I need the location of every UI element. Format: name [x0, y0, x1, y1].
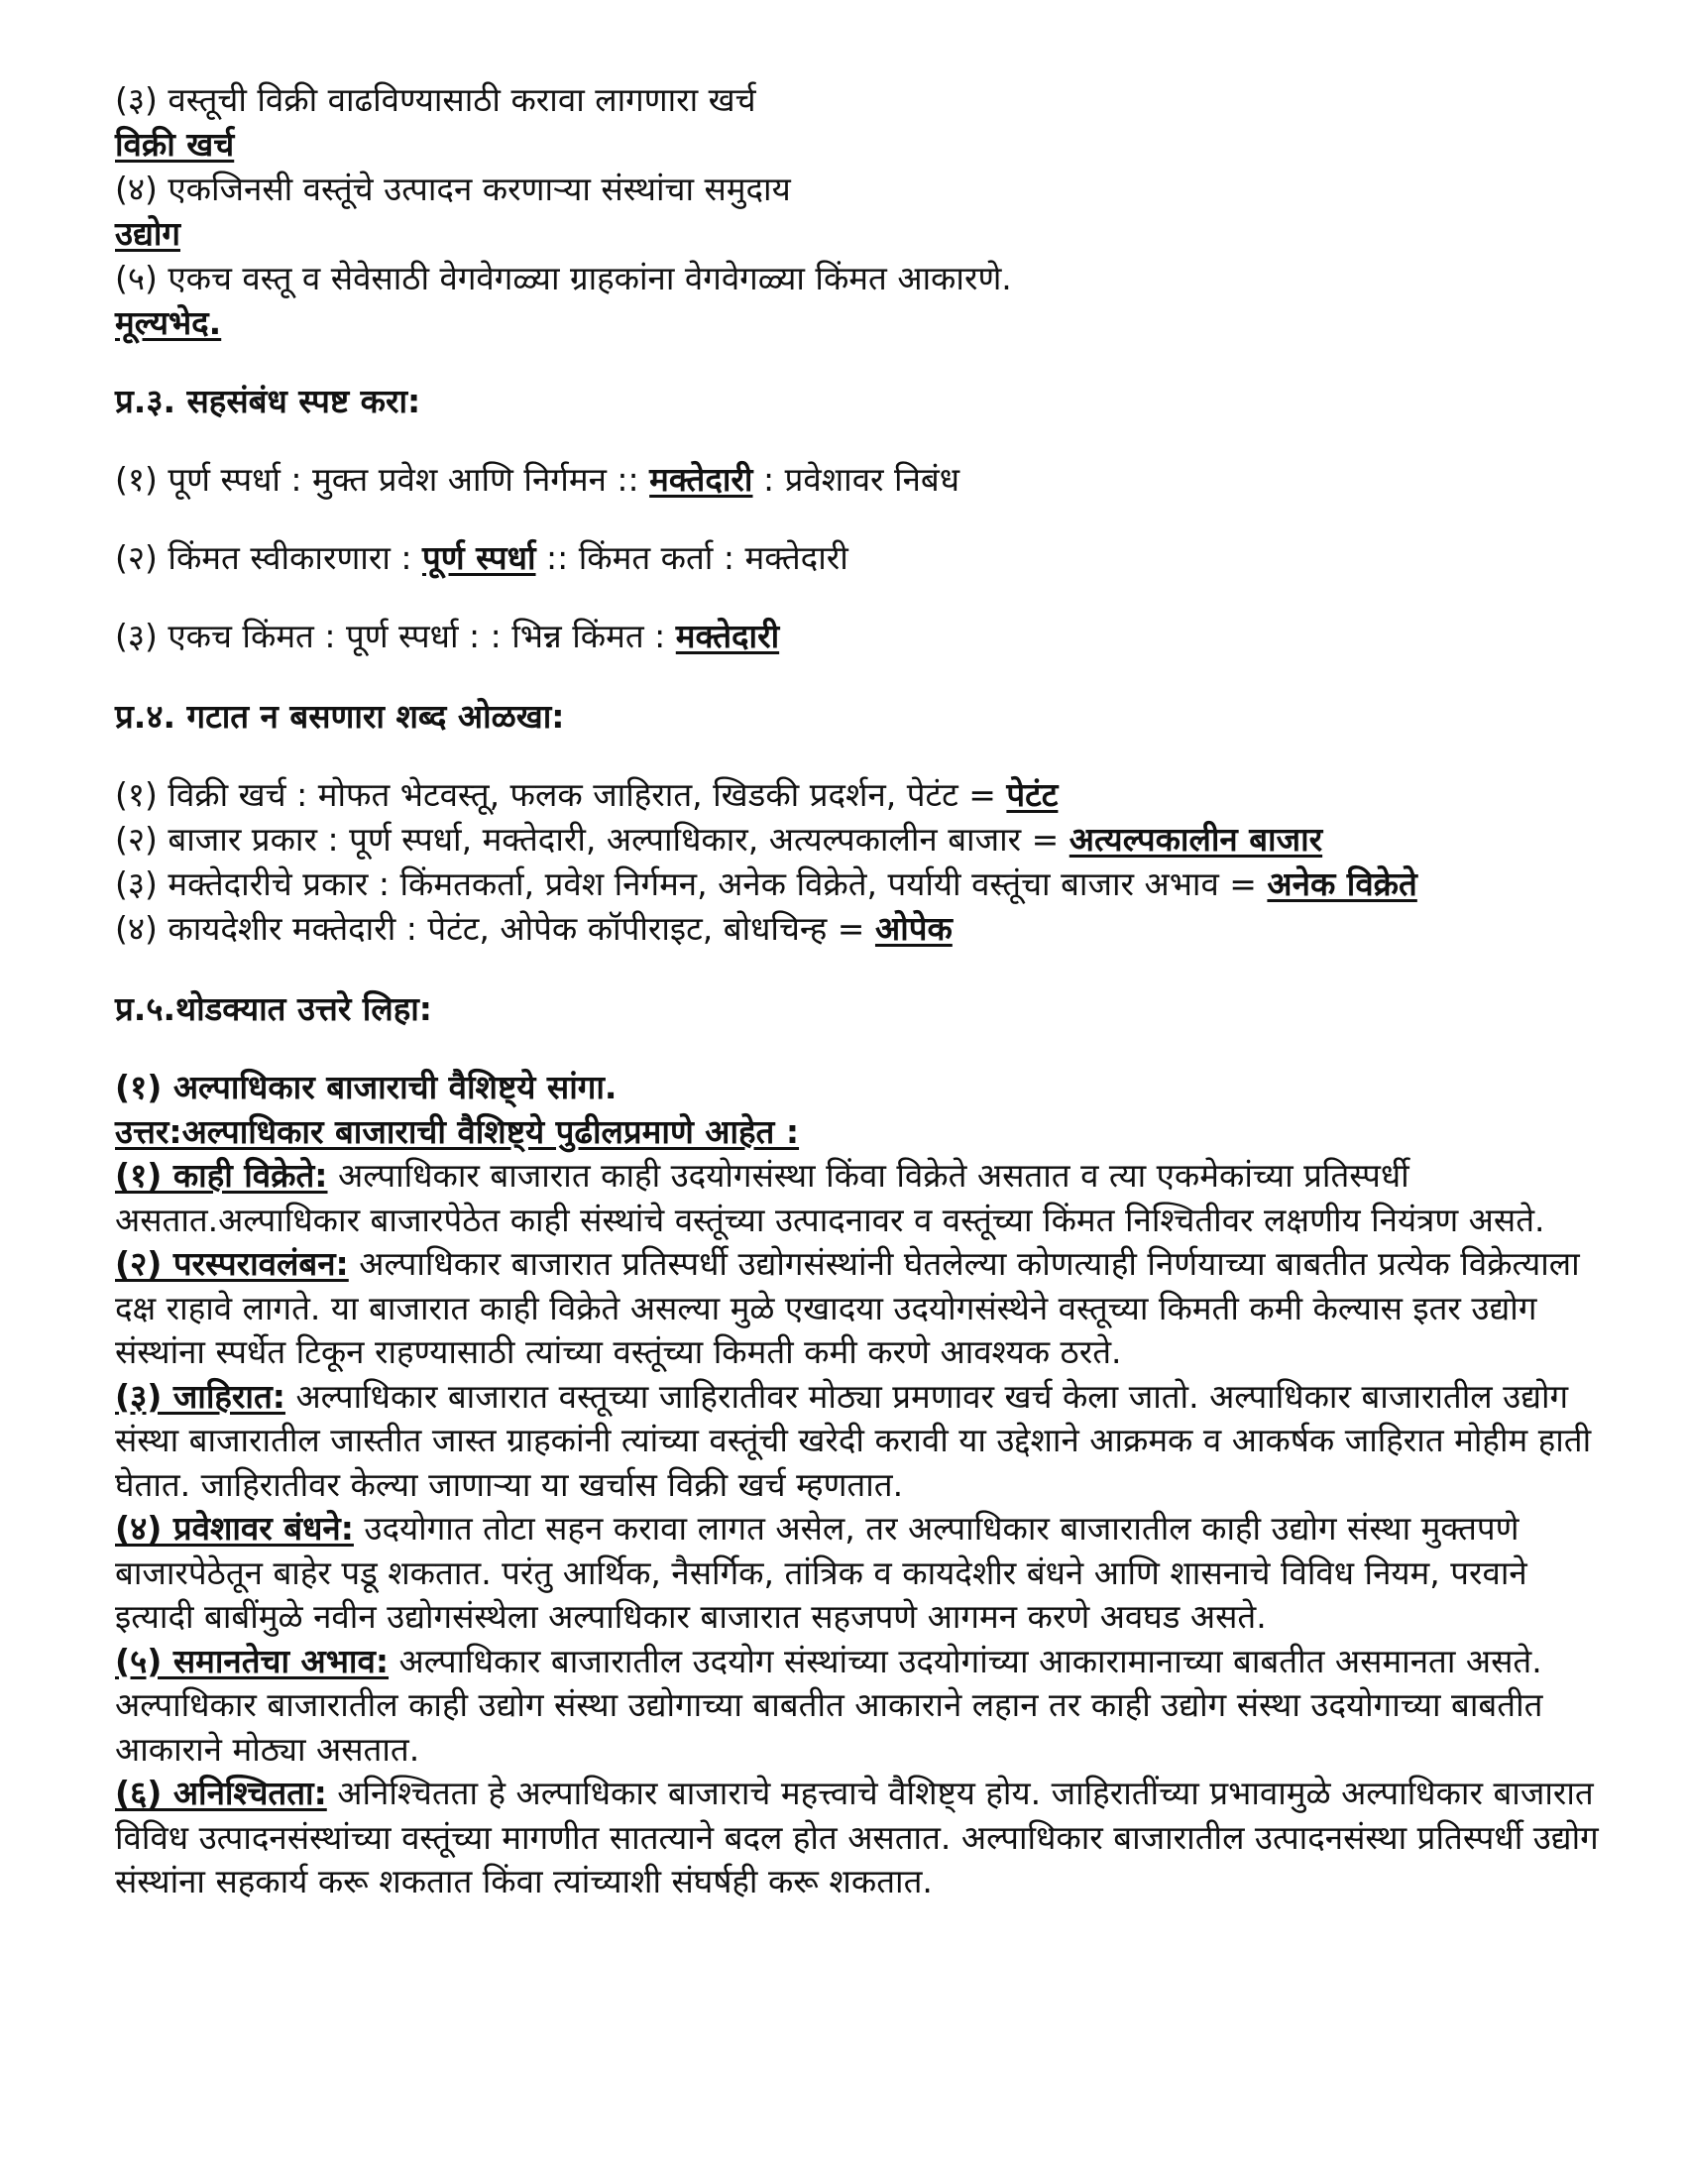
odd-one-answer: ओपेक: [874, 909, 953, 948]
fill-blank-question: (४) एकजिनसी वस्तूंचे उत्पादन करणाऱ्या संस्थांचा समुदाय: [115, 170, 791, 208]
feature-label: (६) अनिश्चितता:: [115, 1774, 327, 1812]
feature-point: [115, 1640, 1602, 1773]
feature-text: अल्पाधिकार बाजारात काही उदयोगसंस्था किंवा विक्रेते असतात व त्या एकमेकांच्या प्रतिस्पर्धी असतात.अल्पाधिकार बाजारपेठेत काही संस्थांचे वस्तूंच्या उत्पादनावर व वस्तूंच्या किंमत निश्चितीवर लक्षणीय नियंत्रण असते.: [115, 1156, 1545, 1239]
feature-text: अनिश्चितता हे अल्पाधिकार बाजाराचे महत्त्वाचे वैशिष्ट्य होय. जाहिरातींच्या प्रभावामुळे अल्पाधिकार बाजारात विविध उत्पादनसंस्थांच्या वस्तूंच्या मागणीत सातत्याने बदल होत असतात. अल्पाधिकार बाजारातील उत्पादनसंस्था प्रतिस्पर्धी उद्योग संस्थांना सहकार्य करू शकतात किंवा त्यांच्याशी संघर्षही करू शकतात.: [115, 1774, 1599, 1900]
feature-point: [115, 1242, 1602, 1375]
feature-label: (३) जाहिरात:: [115, 1376, 285, 1416]
feature-point: [115, 1154, 1602, 1242]
relation-text: :: किंमत कर्ता : मक्तेदारी: [535, 538, 848, 577]
relation-text: (२) किंमत स्वीकारणारा :: [115, 538, 422, 577]
feature-text: उदयोगात तोटा सहन करावा लागत असेल, तर अल्पाधिकार बाजारातील काही उद्योग संस्था मुक्तपणे बाजारपेठेतून बाहेर पडू शकतात. परंतु आर्थिक, नैसर्गिक, तांत्रिक व कायदेशीर बंधने आणि शासनाचे विविध नियम, परवाने इत्यादी बाबींमुळे नवीन उद्योगसंस्थेला अल्पाधिकार बाजारात सहजपणे आगमन करणे अवघड असते.: [115, 1509, 1527, 1636]
fill-blank-answer: विक्री खर्च: [115, 125, 235, 164]
feature-text: अल्पाधिकार बाजारात प्रतिस्पर्धी उद्योगसंस्थांनी घेतलेल्या कोणत्याही निर्णयाच्या बाबतीत प्रत्येक विक्रेत्याला दक्ष राहावे लागते. या बाजारात काही विक्रेते असल्या मुळे एखादया उदयोगसंस्थेने वस्तूच्या किमती कमी केल्यास इतर उद्योग संस्थांना स्पर्धेत टिकून राहण्यासाठी त्यांच्या वस्तूंच्या किमती कमी करणे आवश्यक ठरते.: [115, 1244, 1580, 1371]
feature-label: (१) काही विक्रेते:: [115, 1156, 328, 1195]
relation-answer: पूर्ण स्पर्धा: [422, 538, 536, 577]
odd-one-text: (२) बाजार प्रकार : पूर्ण स्पर्धा, मक्तेदारी, अल्पाधिकार, अत्यल्पकालीन बाजार =: [115, 820, 1069, 859]
odd-one-answer: पेटंट: [1006, 775, 1059, 814]
odd-one-text: (१) विक्री खर्च : मोफत भेटवस्तू, फलक जाहिरात, खिडकी प्रदर्शन, पेटंट =: [115, 775, 1007, 814]
feature-point: [115, 1772, 1602, 1904]
section-heading-q4: प्र.४. गटात न बसणारा शब्द ओळखा:: [115, 697, 565, 736]
feature-label: (५) समानतेचा अभाव:: [115, 1641, 390, 1680]
relation-text: (१) पूर्ण स्पर्धा : मुक्त प्रवेश आणि निर्गमन ::: [115, 460, 650, 499]
relation-text: : प्रवेशावर निबंध: [752, 460, 960, 499]
odd-one-answer: अनेक विक्रेते: [1267, 864, 1417, 903]
relation-item: [115, 614, 1602, 658]
answer-intro: उत्तर:अल्पाधिकार बाजाराची वैशिष्ट्ये पुढीलप्रमाणे आहेत :: [115, 1112, 800, 1151]
feature-text: अल्पाधिकार बाजारात वस्तूच्या जाहिरातीवर मोठ्या प्रमणावर खर्च केला जातो. अल्पाधिकार बाजारातील उद्योग संस्था बाजारातील जास्तीत जास्त ग्राहकांनी त्यांच्या वस्तूंची खरेदी करावी या उद्देशाने आक्रमक व आकर्षक जाहिरात मोहीम हाती घेतात. जाहिरातीवर केल्या जाणाऱ्या या खर्चास विक्री खर्च म्हणतात.: [115, 1376, 1592, 1504]
odd-one-item: [115, 862, 1602, 906]
section-heading-q5: प्र.५.थोडक्यात उत्तरे लिहा:: [115, 989, 432, 1028]
odd-one-text: (३) मक्तेदारीचे प्रकार : किंमतकर्ता, प्रवेश निर्गमन, अनेक विक्रेते, पर्यायी वस्तूंचा बाजार अभाव =: [115, 864, 1268, 903]
document-page: [115, 77, 1602, 1904]
relation-text: (३) एकच किंमत : पूर्ण स्पर्धा : : भिन्न किंमत :: [115, 617, 676, 655]
section-heading-q3: प्र.३. सहसंबंध स्पष्ट करा:: [115, 382, 421, 420]
relation-answer: मक्तेदारी: [649, 460, 753, 499]
odd-one-item: [115, 772, 1602, 817]
relation-item: [115, 535, 1602, 580]
fill-blank-answer: उद्योग: [115, 214, 180, 253]
fill-blank-answer: मूल्यभेद.: [115, 303, 222, 342]
fill-blank-question: (५) एकच वस्तू व सेवेसाठी वेगवेगळ्या ग्राहकांना वेगवेगळ्या किंमत आकारणे.: [115, 259, 1012, 297]
feature-point: [115, 1507, 1602, 1640]
feature-label: (४) प्रवेशावर बंधने:: [115, 1509, 354, 1548]
odd-one-item: [115, 906, 1602, 951]
odd-one-answer: अत्यल्पकालीन बाजार: [1069, 820, 1323, 859]
feature-point: [115, 1375, 1602, 1508]
odd-one-item: [115, 817, 1602, 862]
fill-blank-question: (३) वस्तूची विक्री वाढविण्यासाठी करावा लागणारा खर्च: [115, 80, 756, 119]
relation-answer: मक्तेदारी: [675, 617, 780, 655]
relation-item: [115, 457, 1602, 502]
odd-one-text: (४) कायदेशीर मक्तेदारी : पेटंट, ओपेक कॉपीराइट, बोधचिन्ह =: [115, 909, 875, 948]
feature-label: (२) परस्परावलंबन:: [115, 1244, 349, 1283]
feature-text: अल्पाधिकार बाजारातील उदयोग संस्थांच्या उदयोगांच्या आकारामानाच्या बाबतीत असमानता असते. अल्पाधिकार बाजारातील काही उद्योग संस्था उद्योगाच्या बाबतीत आकाराने लहान तर काही उद्योग संस्था उदयोगाच्या बाबतीत आकाराने मोठ्या असतात.: [115, 1641, 1543, 1769]
sub-question: (१) अल्पाधिकार बाजाराची वैशिष्ट्ये सांगा.: [115, 1068, 618, 1106]
